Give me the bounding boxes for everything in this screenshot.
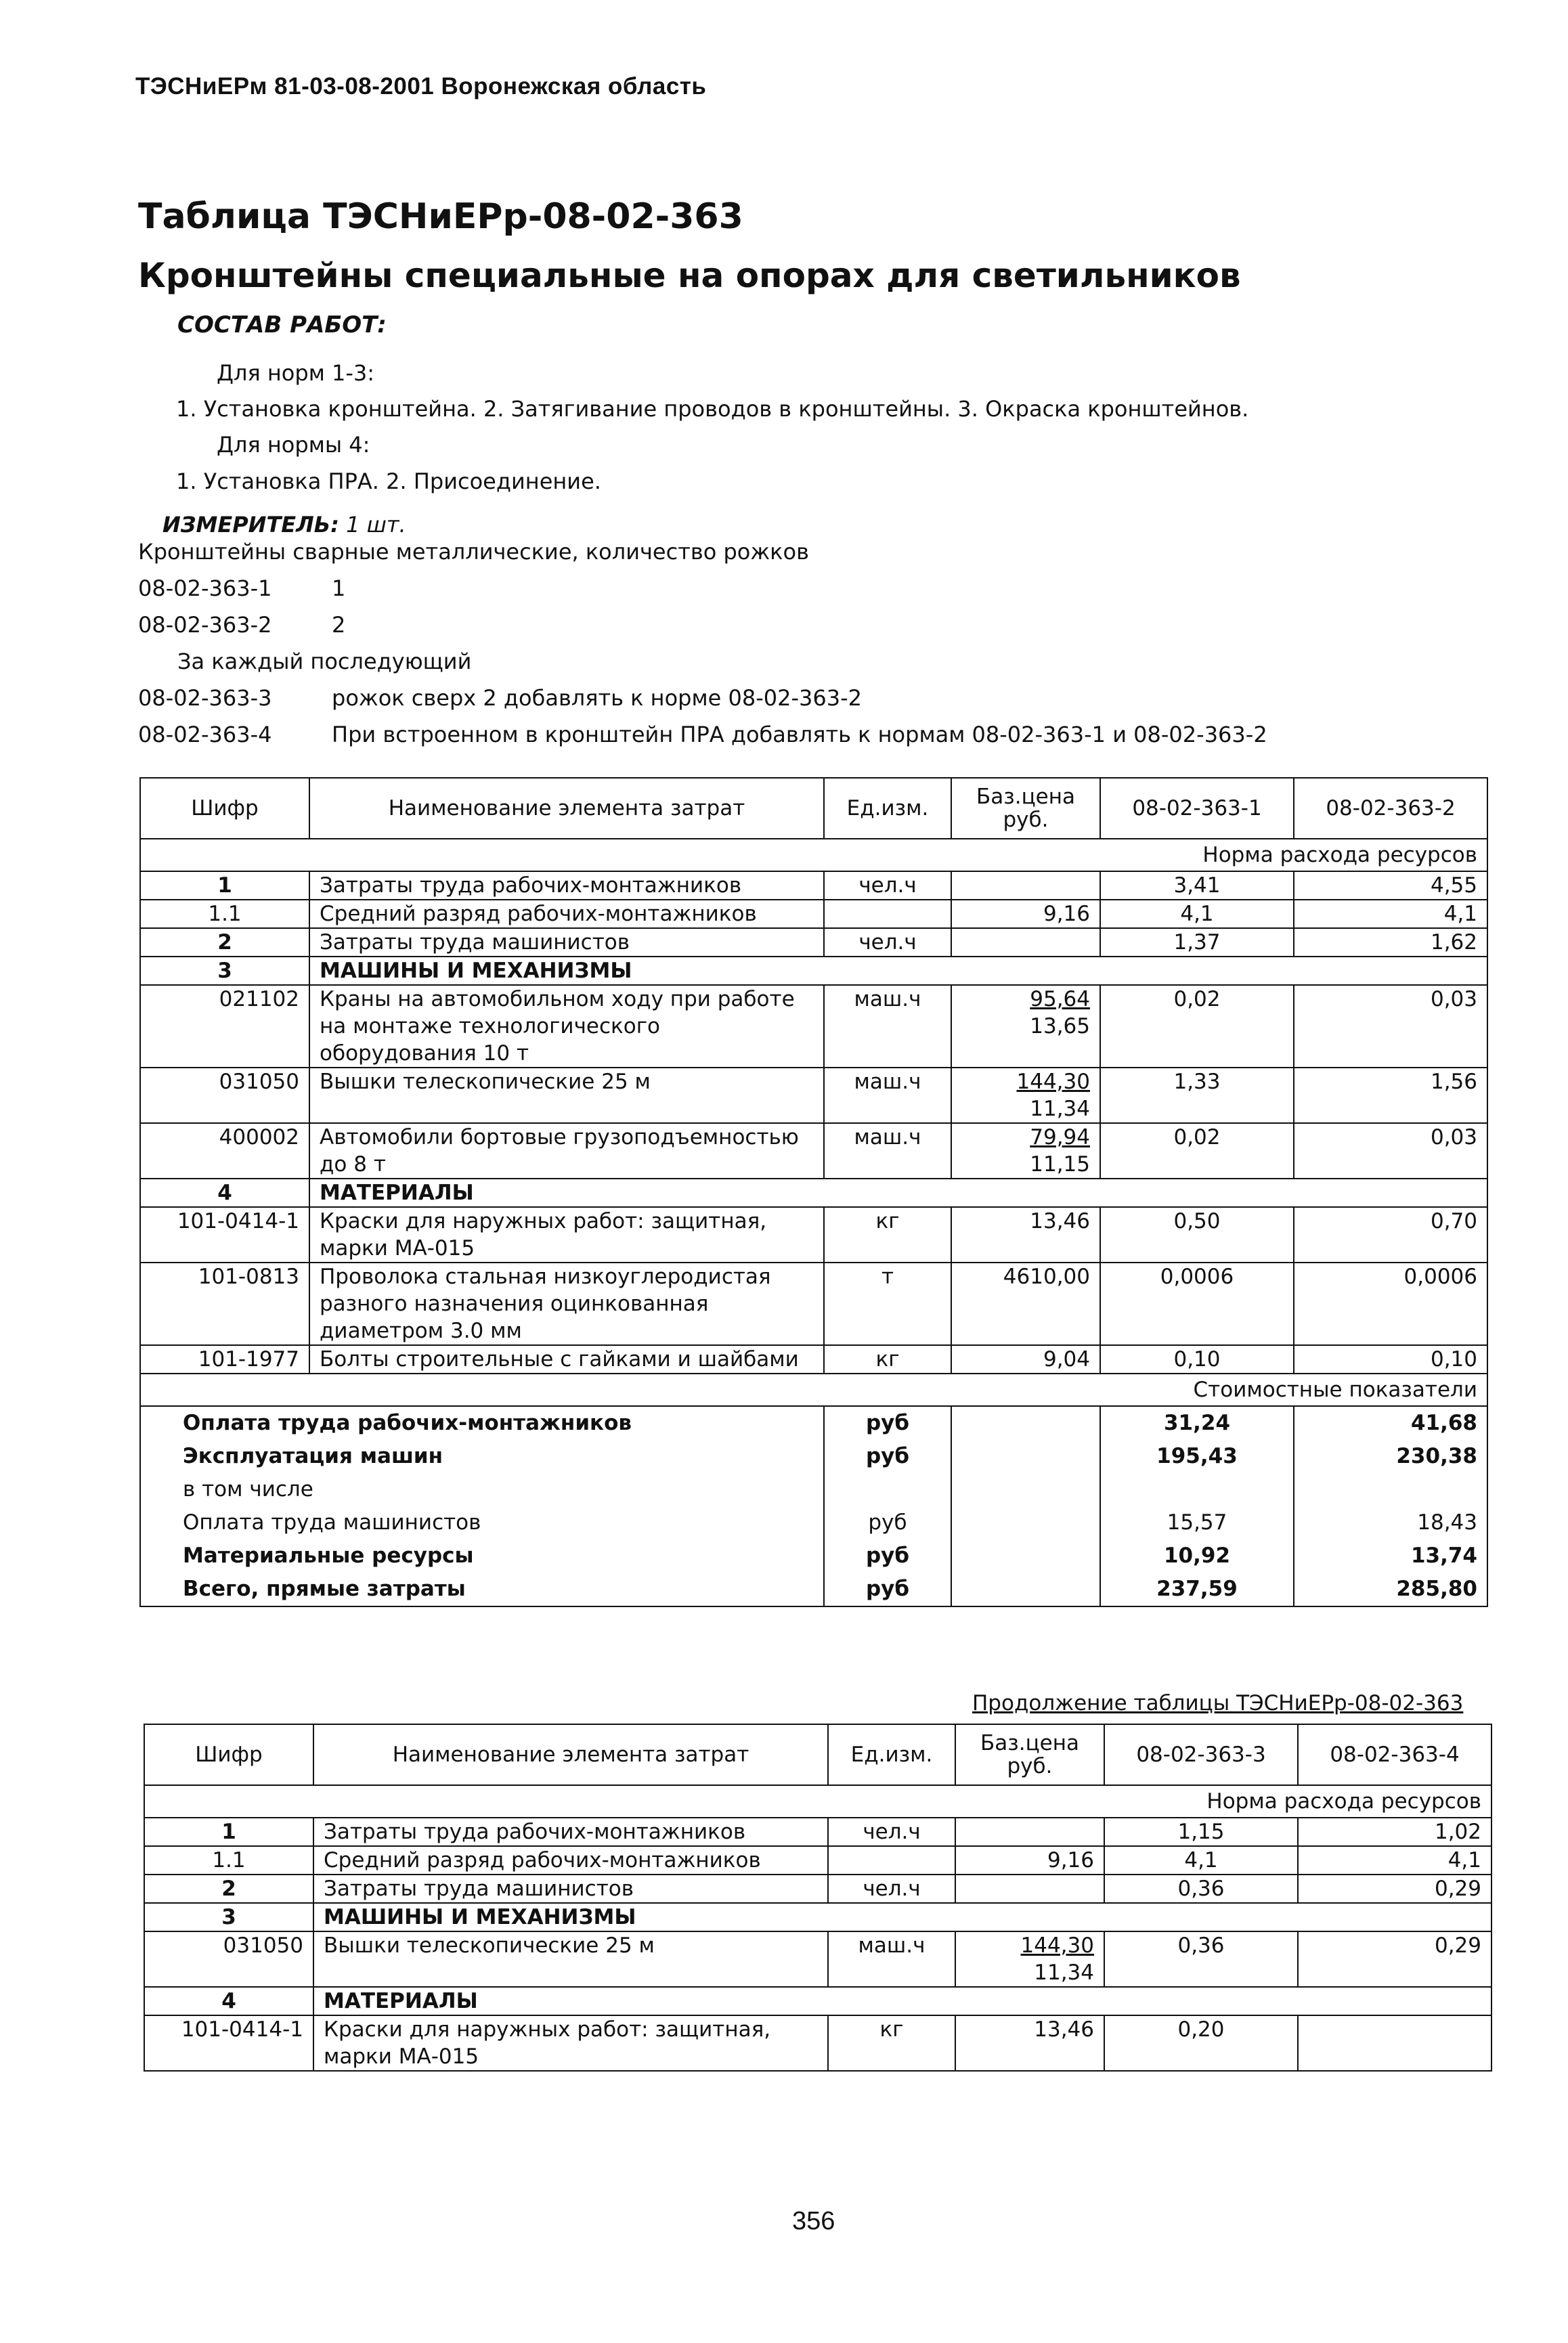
norm-code: 08-02-363-4 (138, 722, 272, 747)
value-cell: 1,56 (1294, 1068, 1487, 1123)
table-title: Таблица ТЭСНиЕРр-08-02-363 (138, 196, 743, 237)
price-cell (951, 871, 1100, 900)
norm-text: При встроенном в кронштейн ПРА добавлять к нормам 08-02-363-1 и 08-02-363-2 (332, 722, 1267, 747)
value-cell: 0,02 (1100, 985, 1294, 1068)
section-title: МАТЕРИАЛЫ (309, 1179, 1487, 1207)
name-cell: Средний разряд рабочих-монтажников (313, 1846, 828, 1875)
unit-cell: чел.ч (828, 1818, 955, 1846)
unit-cell: чел.ч (824, 928, 951, 957)
name-cell: Краски для наружных работ: защитная, марки МА-015 (309, 1207, 824, 1263)
measure-unit (162, 512, 406, 538)
price-main: 79,94 (1030, 1125, 1090, 1149)
summary-row (140, 1573, 1487, 1606)
price-sub: 11,15 (1030, 1152, 1090, 1177)
code-cell: 1.1 (140, 900, 309, 928)
caption-cell: Стоимостные показатели (140, 1374, 1487, 1406)
code-cell: 1 (140, 871, 309, 900)
norm-code: 08-02-363-1 (138, 575, 272, 601)
price-cell (951, 928, 1100, 957)
page-number: 356 (792, 2207, 835, 2235)
summary-value (1294, 1473, 1487, 1506)
summary-value: 230,38 (1294, 1440, 1487, 1473)
code-cell: 101-0813 (140, 1263, 309, 1345)
summary-value: 41,68 (1294, 1406, 1487, 1440)
code-cell: 031050 (140, 1068, 309, 1123)
value-cell: 1,37 (1100, 928, 1294, 957)
price-cell (955, 1875, 1104, 1903)
value-cell: 3,41 (1100, 871, 1294, 900)
code-cell: 2 (144, 1875, 313, 1903)
value-cell: 4,1 (1298, 1846, 1491, 1875)
summary-value: 18,43 (1294, 1506, 1487, 1539)
unit-cell (828, 1846, 955, 1875)
value-cell: 0,36 (1104, 1931, 1298, 1987)
price-cell: 13,46 (955, 2015, 1104, 2071)
value-cell (1298, 2015, 1491, 2071)
name-cell: Средний разряд рабочих-монтажников (309, 900, 824, 928)
table-row (144, 1818, 1491, 1846)
price-cell (951, 1068, 1100, 1123)
table-row (140, 1263, 1487, 1345)
table-row (140, 1123, 1487, 1179)
value-cell: 0,02 (1100, 1123, 1294, 1179)
summary-row (140, 1440, 1487, 1473)
code-cell: 031050 (144, 1931, 313, 1987)
unit-cell: кг (828, 2015, 955, 2071)
name-cell: Затраты труда рабочих-монтажников (309, 871, 824, 900)
table-row (144, 1846, 1491, 1875)
value-cell: 0,50 (1100, 1207, 1294, 1263)
norms-table (139, 777, 1488, 1607)
header-cell: Баз.цена руб. (951, 778, 1100, 839)
work-line: 1. Установка кронштейна. 2. Затягивание проводов в кронштейны. 3. Окраска кронштейнов. (176, 396, 1249, 422)
value-cell: 4,55 (1294, 871, 1487, 900)
summary-value: 15,57 (1100, 1506, 1294, 1539)
work-line: Для норм 1-3: (217, 360, 375, 386)
summary-empty (951, 1573, 1100, 1606)
header-cell: Шифр (140, 778, 309, 839)
value-cell: 1,33 (1100, 1068, 1294, 1123)
norms-table-continued (144, 1724, 1492, 2072)
value-cell: 0,70 (1294, 1207, 1487, 1263)
measure-label: ИЗМЕРИТЕЛЬ: (162, 512, 339, 538)
summary-value (1100, 1473, 1294, 1506)
name-cell: Вышки телескопические 25 м (313, 1931, 828, 1987)
value-cell: 1,15 (1104, 1818, 1298, 1846)
table-header-row (144, 1724, 1491, 1785)
name-cell: Краски для наружных работ: защитная, марки МА-015 (313, 2015, 828, 2071)
value-cell: 0,29 (1298, 1931, 1491, 1987)
name-cell: Автомобили бортовые грузоподъемностью до 8 т (309, 1123, 824, 1179)
section-title: МАТЕРИАЛЫ (313, 1987, 1491, 2015)
norm-text: 2 (332, 612, 346, 638)
norms-intro: Кронштейны сварные металлические, количество рожков (138, 539, 809, 565)
summary-label: в том числе (140, 1473, 824, 1506)
caption-cell: Норма расхода ресурсов (140, 839, 1487, 871)
value-cell: 4,1 (1294, 900, 1487, 928)
price-cell (951, 985, 1100, 1068)
unit-cell: маш.ч (824, 1123, 951, 1179)
unit-cell: чел.ч (824, 871, 951, 900)
work-composition-heading: СОСТАВ РАБОТ: (177, 311, 387, 338)
table-row (144, 1931, 1491, 1987)
summary-label: Эксплуатация машин (140, 1440, 824, 1473)
value-cell: 4,1 (1104, 1846, 1298, 1875)
header-cell: 08-02-363-1 (1100, 778, 1294, 839)
section-row (144, 1903, 1491, 1931)
price-cell (955, 1818, 1104, 1846)
table-row (144, 1875, 1491, 1903)
norm-text: 1 (332, 575, 346, 601)
measure-value: 1 шт. (346, 512, 406, 538)
price-sub: 11,34 (1034, 1961, 1094, 1985)
summary-unit: руб (824, 1573, 951, 1606)
continuation-label: Продолжение таблицы ТЭСНиЕРр-08-02-363 (972, 1691, 1464, 1715)
header-cell: 08-02-363-4 (1298, 1724, 1491, 1785)
summary-empty (951, 1440, 1100, 1473)
code-cell: 3 (144, 1903, 313, 1931)
value-cell: 0,0006 (1294, 1263, 1487, 1345)
summary-unit: руб (824, 1539, 951, 1573)
summary-value: 31,24 (1100, 1406, 1294, 1440)
price-cell (955, 1931, 1104, 1987)
header-cell: Ед.изм. (824, 778, 951, 839)
summary-value: 10,92 (1100, 1539, 1294, 1573)
caption-cell: Норма расхода ресурсов (144, 1785, 1491, 1818)
work-line: 1. Установка ПРА. 2. Присоединение. (176, 468, 601, 494)
summary-unit: руб (824, 1506, 951, 1539)
running-header: ТЭСНиЕРм 81-03-08-2001 Воронежская область (135, 73, 707, 100)
code-cell: 4 (144, 1987, 313, 2015)
unit-cell: маш.ч (824, 985, 951, 1068)
unit-cell: маш.ч (824, 1068, 951, 1123)
unit-cell: маш.ч (828, 1931, 955, 1987)
value-cell: 0,20 (1104, 2015, 1298, 2071)
price-cell: 4610,00 (951, 1263, 1100, 1345)
name-cell: Затраты труда машинистов (309, 928, 824, 957)
unit-cell: чел.ч (828, 1875, 955, 1903)
section-row (140, 957, 1487, 985)
price-sub: 11,34 (1030, 1097, 1090, 1121)
summary-row (140, 1506, 1487, 1539)
name-cell: Затраты труда рабочих-монтажников (313, 1818, 828, 1846)
header-cell: Наименование элемента затрат (309, 778, 824, 839)
table-row (140, 928, 1487, 957)
unit-cell: кг (824, 1345, 951, 1374)
caption-row (140, 839, 1487, 871)
summary-row (140, 1406, 1487, 1440)
header-cell: Наименование элемента затрат (313, 1724, 828, 1785)
summary-value: 13,74 (1294, 1539, 1487, 1573)
price-main: 95,64 (1030, 987, 1090, 1011)
code-cell: 4 (140, 1179, 309, 1207)
code-cell: 1 (144, 1818, 313, 1846)
table-row (140, 871, 1487, 900)
name-cell: Вышки телескопические 25 м (309, 1068, 824, 1123)
value-cell: 4,1 (1100, 900, 1294, 928)
unit-cell (824, 900, 951, 928)
section-row (140, 1179, 1487, 1207)
summary-label: Оплата труда машинистов (140, 1506, 824, 1539)
price-cell: 9,16 (955, 1846, 1104, 1875)
caption-row (144, 1785, 1491, 1818)
summary-value: 195,43 (1100, 1440, 1294, 1473)
table-row (144, 2015, 1491, 2071)
code-cell: 101-0414-1 (140, 1207, 309, 1263)
code-cell: 101-1977 (140, 1345, 309, 1374)
summary-value: 237,59 (1100, 1573, 1294, 1606)
summary-row (140, 1473, 1487, 1506)
name-cell: Болты строительные с гайками и шайбами (309, 1345, 824, 1374)
table-row (140, 1207, 1487, 1263)
table-row (140, 1345, 1487, 1374)
code-cell: 1.1 (144, 1846, 313, 1875)
code-cell: 021102 (140, 985, 309, 1068)
value-cell: 0,29 (1298, 1875, 1491, 1903)
value-cell: 0,36 (1104, 1875, 1298, 1903)
section-row (144, 1987, 1491, 2015)
price-cell: 9,04 (951, 1345, 1100, 1374)
header-cell: 08-02-363-2 (1294, 778, 1487, 839)
value-cell: 0,0006 (1100, 1263, 1294, 1345)
norms-each-label: За каждый последующий (177, 649, 472, 674)
table-row (140, 900, 1487, 928)
value-cell: 1,02 (1298, 1818, 1491, 1846)
value-cell: 1,62 (1294, 928, 1487, 957)
price-main: 144,30 (1016, 1070, 1090, 1094)
summary-empty (951, 1406, 1100, 1440)
name-cell: Затраты труда машинистов (313, 1875, 828, 1903)
price-main: 144,30 (1020, 1933, 1094, 1958)
norm-code: 08-02-363-2 (138, 612, 272, 638)
price-cell: 13,46 (951, 1207, 1100, 1263)
name-cell: Краны на автомобильном ходу при работе на монтаже технологического оборудования 10 т (309, 985, 824, 1068)
table-row (140, 1068, 1487, 1123)
summary-row (140, 1539, 1487, 1573)
value-cell: 0,03 (1294, 985, 1487, 1068)
summary-unit: руб (824, 1440, 951, 1473)
code-cell: 2 (140, 928, 309, 957)
summary-unit (824, 1473, 951, 1506)
summary-label: Всего, прямые затраты (140, 1573, 824, 1606)
code-cell: 400002 (140, 1123, 309, 1179)
summary-unit: руб (824, 1406, 951, 1440)
price-cell: 9,16 (951, 900, 1100, 928)
name-cell: Проволока стальная низкоуглеродистая разного назначения оцинкованная диаметром 3.0 мм (309, 1263, 824, 1345)
unit-cell: кг (824, 1207, 951, 1263)
section-title: МАШИНЫ И МЕХАНИЗМЫ (313, 1903, 1491, 1931)
price-sub: 13,65 (1030, 1014, 1090, 1038)
header-cell: Шифр (144, 1724, 313, 1785)
header-cell: 08-02-363-3 (1104, 1724, 1298, 1785)
value-cell: 0,10 (1294, 1345, 1487, 1374)
work-line: Для нормы 4: (217, 432, 370, 458)
price-cell (951, 1123, 1100, 1179)
summary-empty (951, 1539, 1100, 1573)
summary-value: 285,80 (1294, 1573, 1487, 1606)
norm-code: 08-02-363-3 (138, 685, 272, 711)
value-cell: 0,03 (1294, 1123, 1487, 1179)
code-cell: 3 (140, 957, 309, 985)
code-cell: 101-0414-1 (144, 2015, 313, 2071)
table-row (140, 985, 1487, 1068)
table-subtitle: Кронштейны специальные на опорах для светильников (138, 256, 1241, 295)
header-cell: Баз.цена руб. (955, 1724, 1104, 1785)
summary-empty (951, 1506, 1100, 1539)
caption-row (140, 1374, 1487, 1406)
header-cell: Ед.изм. (828, 1724, 955, 1785)
unit-cell: т (824, 1263, 951, 1345)
summary-label: Оплата труда рабочих-монтажников (140, 1406, 824, 1440)
value-cell: 0,10 (1100, 1345, 1294, 1374)
norm-text: рожок сверх 2 добавлять к норме 08-02-363-2 (332, 685, 862, 711)
table-header-row (140, 778, 1487, 839)
summary-empty (951, 1473, 1100, 1506)
summary-label: Материальные ресурсы (140, 1539, 824, 1573)
section-title: МАШИНЫ И МЕХАНИЗМЫ (309, 957, 1487, 985)
